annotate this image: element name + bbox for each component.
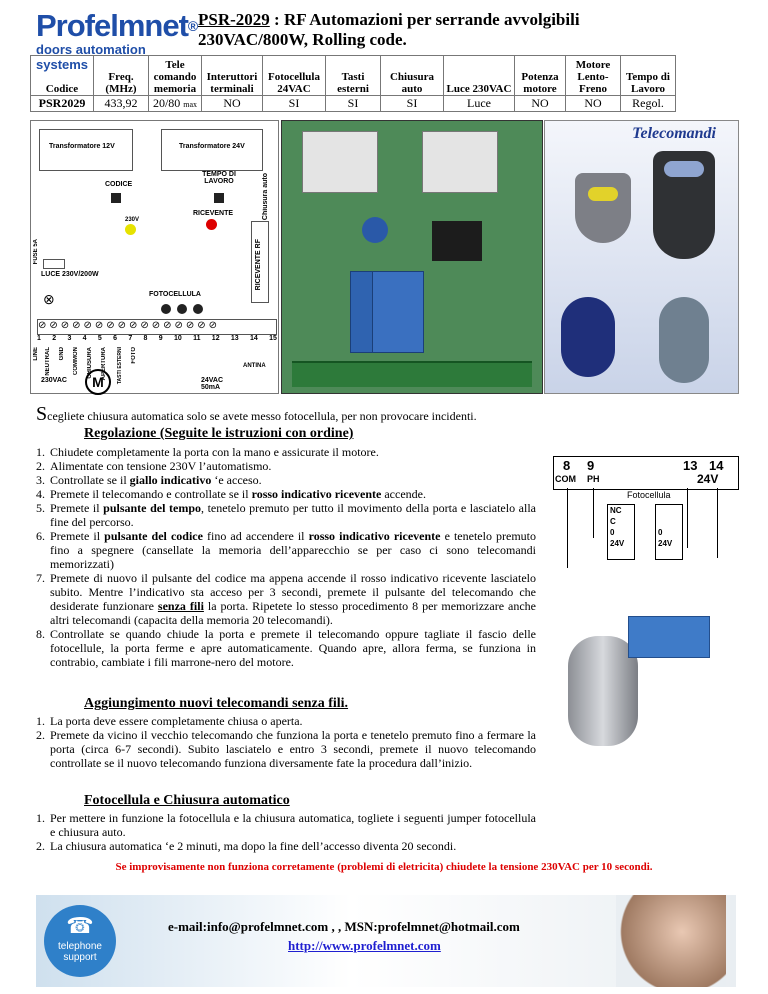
fotocellula-heading: Fotocellula e Chiusura automatico xyxy=(84,793,290,808)
codice-button-icon xyxy=(111,193,121,203)
spec-value: Luce xyxy=(444,96,515,112)
contact-email: e-mail:info@profelmnet.com , , MSN:profelmnet@hotmail.com xyxy=(168,919,520,934)
remote-grey-icon xyxy=(659,297,709,383)
terminal-number: 15 xyxy=(269,335,277,342)
telephone-support-icon: ☎ telephone support xyxy=(44,905,116,977)
fotocellula-diagram-label: Fotocellula xyxy=(627,490,671,500)
terminal-13-label: 13 xyxy=(683,458,698,473)
v24-label: 24V xyxy=(697,472,719,486)
motor-photo xyxy=(568,596,708,776)
spec-value: Regol. xyxy=(621,96,676,112)
fuse-icon xyxy=(43,259,65,269)
regolazione-step: 8. Controllate se quando chiude la porta e premete il telecomando oppure tagliate il fascio delle fotocellule, la porta ferme e apre automaticamente. Quando apre, allora ferma, se funziona in contrabio, cambiate i fili marrone-nero del motore. xyxy=(48,627,536,669)
spec-header: Luce 230VAC xyxy=(444,56,515,96)
wire-line xyxy=(687,488,688,548)
footer-banner xyxy=(36,895,736,987)
fuse-label: FUSE 5A xyxy=(33,239,39,265)
regolazione-step: 3. Controllate se il giallo indicativo ‘e acceso. xyxy=(48,473,536,487)
codice-label: CODICE xyxy=(105,181,133,188)
brand-tagline: doors automation systems xyxy=(36,42,146,72)
spec-value: NO xyxy=(566,96,621,112)
terminal-label: NEUTRAL xyxy=(45,347,51,376)
remote-yellow-icon xyxy=(575,173,631,243)
red-led-icon xyxy=(206,219,217,230)
terminal-numbers xyxy=(37,335,277,342)
spec-value: NO xyxy=(202,96,263,112)
antina-label: ANTINA xyxy=(243,363,266,369)
relay-icon xyxy=(372,271,424,353)
spec-header: Potenza motore xyxy=(515,56,566,96)
aggiungimento-step: 1. La porta deve essere completamente chiusa o aperta. xyxy=(48,714,536,728)
spec-header: Fotocellula 24VAC xyxy=(263,56,326,96)
spec-value: 20/80 max xyxy=(149,96,202,112)
terminal-8-label: 8 xyxy=(563,458,571,473)
spec-header-row xyxy=(31,56,676,96)
wire-line xyxy=(717,488,718,558)
com-label: COM xyxy=(555,474,576,484)
terminal-9-label: 9 xyxy=(587,458,595,473)
spec-header: Tasti esterni xyxy=(326,56,381,96)
aggiungimento-steps xyxy=(0,714,536,770)
transformer-12v-box xyxy=(39,129,133,171)
terminal-number: 7 xyxy=(128,335,133,342)
control-box-icon xyxy=(628,616,710,658)
terminal-label: CHIUSURA xyxy=(87,347,93,379)
yellow-led-icon xyxy=(125,224,136,235)
terminal-14-label: 14 xyxy=(709,458,724,473)
spec-value: SI xyxy=(326,96,381,112)
tempo-button-icon xyxy=(214,193,224,203)
ricevente-label: RICEVENTE xyxy=(193,210,234,217)
regolazione-step: 6. Premete il pulsante del codice fino ad accendere il rosso indicativo ricevente e tenetelo premuto fino a spegnere (cansellate la memoria dell’apparecchio se per caso ci sono telecomandi memorizzati) xyxy=(48,529,536,571)
terminal-number: 5 xyxy=(97,335,102,342)
fotocellula-steps xyxy=(0,811,536,853)
v24ac-label: 24VAC 50mA xyxy=(201,377,224,391)
fotocellula-step: 1. Per mettere in funzione la fotocellula e la chiusura automatica, togliete i seguenti jumper fotocellula e chiusura auto. xyxy=(48,811,536,839)
spec-header: Freq. (MHz) xyxy=(94,56,149,96)
regolazione-step: 5. Premete il pulsante del tempo, tenetelo premuto per tutto il movimento della porta e lasciatelo alla fine del percorso. xyxy=(48,501,536,529)
brand-name: Profelmnet® xyxy=(36,8,198,43)
spec-header: Tempo di Lavoro xyxy=(621,56,676,96)
spec-value: NO xyxy=(515,96,566,112)
fotocellula-terminals-icon xyxy=(161,301,219,315)
wiring-diagram xyxy=(30,120,279,394)
ph-label: PH xyxy=(587,474,600,484)
spec-value: 433,92 xyxy=(94,96,149,112)
transformer-icon xyxy=(422,131,498,193)
v230-led-label: 230V xyxy=(125,217,140,223)
aggiungimento-heading: Aggiungimento nuovi telecomandi senza fili. xyxy=(84,696,349,711)
spec-value: SI xyxy=(263,96,326,112)
regolazione-heading: Regolazione (Seguite le istruzioni con ordine) xyxy=(84,426,354,441)
photocell-wiring-diagram xyxy=(547,456,737,571)
spec-value: SI xyxy=(381,96,444,112)
terminal-number: 6 xyxy=(113,335,117,342)
chiusura-auto-label: Chiusura auto xyxy=(262,173,269,221)
chip-icon xyxy=(432,221,482,261)
receiver-box: NC C 0 24V xyxy=(607,504,635,560)
regolazione-step: 2. Alimentate con tensione 230V l’automatismo. xyxy=(48,459,536,473)
fotocellula-label: FOTOCELLULA xyxy=(149,291,201,298)
terminal-label: GND xyxy=(59,347,65,361)
page-title: PSR-2029 : RF Automazioni per serrande avvolgibili 230VAC/800W, Rolling code. xyxy=(198,10,580,49)
spec-header: Tele comando memoria xyxy=(149,56,202,96)
terminal-number: 10 xyxy=(173,335,182,342)
transformer-24v-box xyxy=(161,129,263,171)
aggiungimento-step: 2. Premete da vicino il vecchio telecomando che funziona la porta e tenetelo premuto fino a fermare la porta (circa 6-7 secondi). Subito lasciatelo e entro 3 secondi, premete il nuovo telecomando controllate se il nuovo telecomando funziona diversamente fate la procedura dall’inizio. xyxy=(48,728,536,770)
remotes-panel xyxy=(544,120,739,394)
regolazione-step: 7. Premete di nuovo il pulsante del codice ma appena accende il rosso indicativo ricevente lasciatelo subito. Mentre l’indicativo sta acceso per 3 secondi, premete il pulsante del telecomando che desiderate funzionare senza fili la porta. Ripetete lo stesso procedimento 8 per memorizzare anche altri telecomandi (capacita della memoria 20 telecomandi). xyxy=(48,571,536,627)
luce-label: LUCE 230V/200W xyxy=(41,271,99,278)
terminal-number: 4 xyxy=(82,335,87,342)
spec-header: Motore Lento- Freno xyxy=(566,56,621,96)
spec-header: Codice xyxy=(31,56,94,96)
spec-header: Chiusura auto xyxy=(381,56,444,96)
remotes-title: Telecomandi xyxy=(632,125,716,142)
motor-icon: M xyxy=(85,369,111,395)
warning-text: Se improvisamente non funziona corretamente (problemi di eletricita) chiudete la tensione 230VAC per 10 secondi. xyxy=(115,861,653,873)
spec-value-row xyxy=(31,96,676,112)
terminal-number: 11 xyxy=(193,335,201,342)
tempo-label: TEMPO DI LAVORO xyxy=(202,171,236,185)
website-link[interactable]: http://www.profelmnet.com xyxy=(288,938,441,953)
spec-table xyxy=(30,55,676,112)
remote-blue-icon xyxy=(561,297,615,377)
regolazione-steps xyxy=(0,445,536,669)
terminal-number: 12 xyxy=(211,335,220,342)
transformer-icon xyxy=(302,131,378,193)
product-code: PSR-2029 xyxy=(198,10,270,29)
lamp-icon: ⊗ xyxy=(43,291,55,307)
intro-text: Scegliete chiusura automatica solo se avete messo fotocellula, per non provocare incidenti. xyxy=(36,403,477,425)
support-person-photo xyxy=(616,895,726,987)
wire-line xyxy=(593,488,594,538)
terminal-number: 8 xyxy=(143,335,148,342)
spec-header: Interuttori terminali xyxy=(202,56,263,96)
terminal-number: 3 xyxy=(67,335,72,342)
terminal-number: 13 xyxy=(230,335,239,342)
terminal-label: FOTO xyxy=(131,347,137,364)
pcb-photo xyxy=(281,120,543,394)
capacitor-icon xyxy=(362,217,388,243)
wire-line xyxy=(567,488,568,568)
terminal-number: 9 xyxy=(158,335,163,342)
terminal-label: TASTI ESTERNI xyxy=(117,347,123,385)
fotocellula-step: 2. La chiusura automatica ‘e 2 minuti, ma dopo la fine dell’accesso diventa 20 secondi. xyxy=(48,839,536,853)
terminal-number: 1 xyxy=(37,335,41,342)
terminal-strip-icon xyxy=(292,361,532,387)
regolazione-step: 1. Chiudete completamente la porta con la mano e assicurate il motore. xyxy=(48,445,536,459)
regolazione-step: 4. Premete il telecomando e controllate se il rosso indicativo ricevente accende. xyxy=(48,487,536,501)
terminal-label: LINE xyxy=(33,347,39,361)
terminal-number: 2 xyxy=(52,335,57,342)
terminal-number: 14 xyxy=(250,335,258,342)
remote-dark-icon xyxy=(653,151,715,259)
ricevente-rf-label: RICEVENTE RF xyxy=(255,239,262,291)
terminal-label: APERTURA xyxy=(101,347,107,381)
transformer-24v-label: Transformatore 24V xyxy=(179,143,245,150)
terminal-block: ⊘⊘⊘⊘⊘⊘⊘⊘⊘⊘⊘⊘⊘⊘⊘⊘ xyxy=(37,319,277,335)
transformer-12v-label: Transformatore 12V xyxy=(49,143,115,150)
v230ac-label: 230VAC xyxy=(41,377,67,384)
terminal-label: COMMON xyxy=(73,347,79,375)
spec-value: PSR2029 xyxy=(31,96,94,112)
transmitter-box: 0 24V xyxy=(655,504,683,560)
title-line2: 230VAC/800W, Rolling code. xyxy=(198,30,407,49)
